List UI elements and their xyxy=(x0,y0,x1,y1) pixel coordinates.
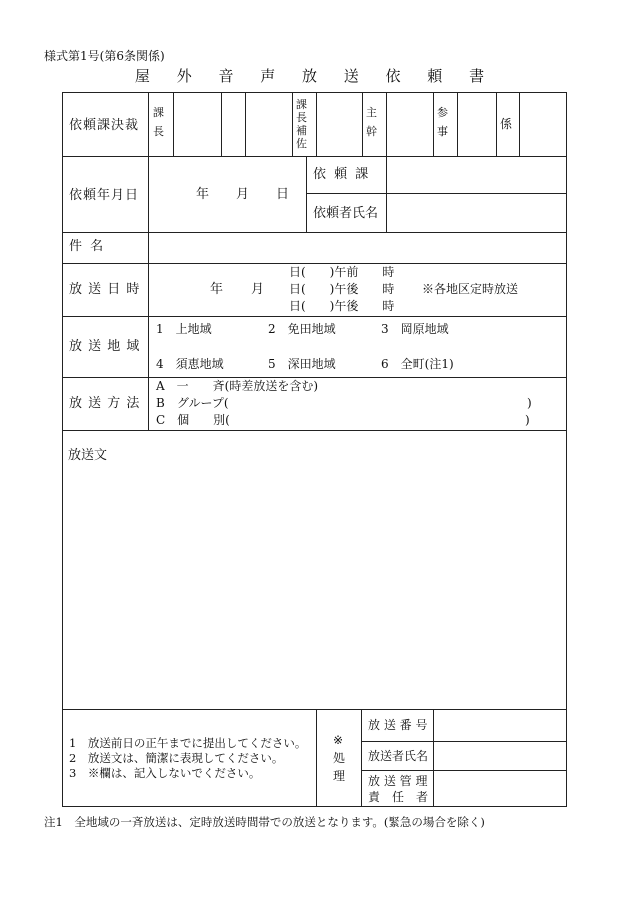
row-divider xyxy=(62,709,567,710)
row-divider xyxy=(361,741,567,742)
request-dept-label: 依 頼 課 xyxy=(313,167,371,182)
method-c-close: ) xyxy=(525,413,530,427)
subject-label: 件 名 xyxy=(69,239,106,254)
page-title: 屋 外 音 声 放 送 依 頼 書 xyxy=(134,67,496,85)
kacho-label: 課 長 xyxy=(153,106,164,138)
instruction-item: 1 放送前日の正午までに提出してください。 xyxy=(69,736,307,750)
request-date-label: 依頼年月日 xyxy=(69,188,140,203)
request-month: 月 xyxy=(236,187,250,202)
sanji-label: 参 事 xyxy=(437,106,448,138)
col-divider xyxy=(316,709,317,807)
row-divider xyxy=(62,232,567,233)
col-divider xyxy=(292,92,293,156)
col-divider xyxy=(496,92,497,156)
col-divider xyxy=(361,709,362,807)
broadcast-text-label: 放送文 xyxy=(68,448,108,463)
row-divider xyxy=(62,430,567,431)
processing-mark: ※ xyxy=(333,733,344,747)
area-option: 6 全町(注1) xyxy=(381,357,454,371)
method-option-c: C 個 別( xyxy=(156,413,230,427)
row-divider xyxy=(62,316,567,317)
kakari-label: 係 xyxy=(500,117,513,131)
area-option: 3 岡原地域 xyxy=(381,322,449,336)
col-divider xyxy=(306,156,307,232)
col-divider xyxy=(519,92,520,156)
row-divider xyxy=(306,193,567,194)
col-divider xyxy=(433,92,434,156)
col-divider xyxy=(386,156,387,232)
row-divider xyxy=(62,156,567,157)
broadcaster-name-label: 放送者氏名 xyxy=(368,749,429,763)
kacho-hosa-label: 課 長 補 佐 xyxy=(296,98,307,150)
broadcast-number-label: 放 送 番 号 xyxy=(368,718,428,732)
form-number: 様式第1号(第6条関係) xyxy=(44,49,165,63)
col-divider xyxy=(148,92,149,430)
broadcast-month: 月 xyxy=(251,282,265,297)
broadcast-time-line-2: 日( )午後 時 xyxy=(289,282,395,296)
manager-label-line1: 放 送 管 理 xyxy=(368,774,428,788)
request-year: 年 xyxy=(196,187,210,202)
col-divider xyxy=(457,92,458,156)
manager-label-line2: 責 任 者 xyxy=(368,790,429,804)
scheduled-broadcast-note: ※各地区定時放送 xyxy=(422,282,519,296)
approval-label: 依頼課決裁 xyxy=(69,118,140,133)
area-option: 4 須恵地域 xyxy=(156,357,224,371)
col-divider xyxy=(173,92,174,156)
request-day: 日 xyxy=(276,187,290,202)
area-option: 5 深田地域 xyxy=(268,357,336,371)
instruction-item: 2 放送文は、簡潔に表現してください。 xyxy=(69,751,284,765)
col-divider xyxy=(362,92,363,156)
method-option-b: B グループ( xyxy=(156,396,229,410)
broadcast-method-label: 放 送 方 法 xyxy=(69,396,141,411)
broadcast-time-line-3: 日( )午後 時 xyxy=(289,299,395,313)
row-divider xyxy=(361,770,567,771)
broadcast-area-label: 放 送 地 域 xyxy=(69,339,141,354)
area-option: 1 上地域 xyxy=(156,322,212,336)
row-divider xyxy=(62,377,567,378)
area-option: 2 免田地域 xyxy=(268,322,336,336)
broadcast-year: 年 xyxy=(210,282,224,297)
instruction-item: 3 ※欄は、記入しないでください。 xyxy=(69,766,261,780)
requester-name-label: 依頼者氏名 xyxy=(313,206,379,221)
row-divider xyxy=(62,263,567,264)
col-divider xyxy=(245,92,246,156)
method-b-close: ) xyxy=(527,396,532,410)
col-divider xyxy=(221,92,222,156)
method-option-a: A 一 斉(時差放送を含む) xyxy=(156,379,319,393)
footnote: 注1 全地域の一斉放送は、定時放送時間帯での放送となります。(緊急の場合を除く) xyxy=(44,815,485,829)
col-divider xyxy=(316,92,317,156)
processing-label-1: 処 xyxy=(333,751,346,765)
col-divider xyxy=(433,709,434,807)
col-divider xyxy=(386,92,387,156)
processing-label-2: 理 xyxy=(333,769,346,783)
broadcast-time-label: 放 送 日 時 xyxy=(69,282,141,297)
shukan-label: 主 幹 xyxy=(366,106,377,138)
broadcast-time-line-1: 日( )午前 時 xyxy=(289,265,395,279)
